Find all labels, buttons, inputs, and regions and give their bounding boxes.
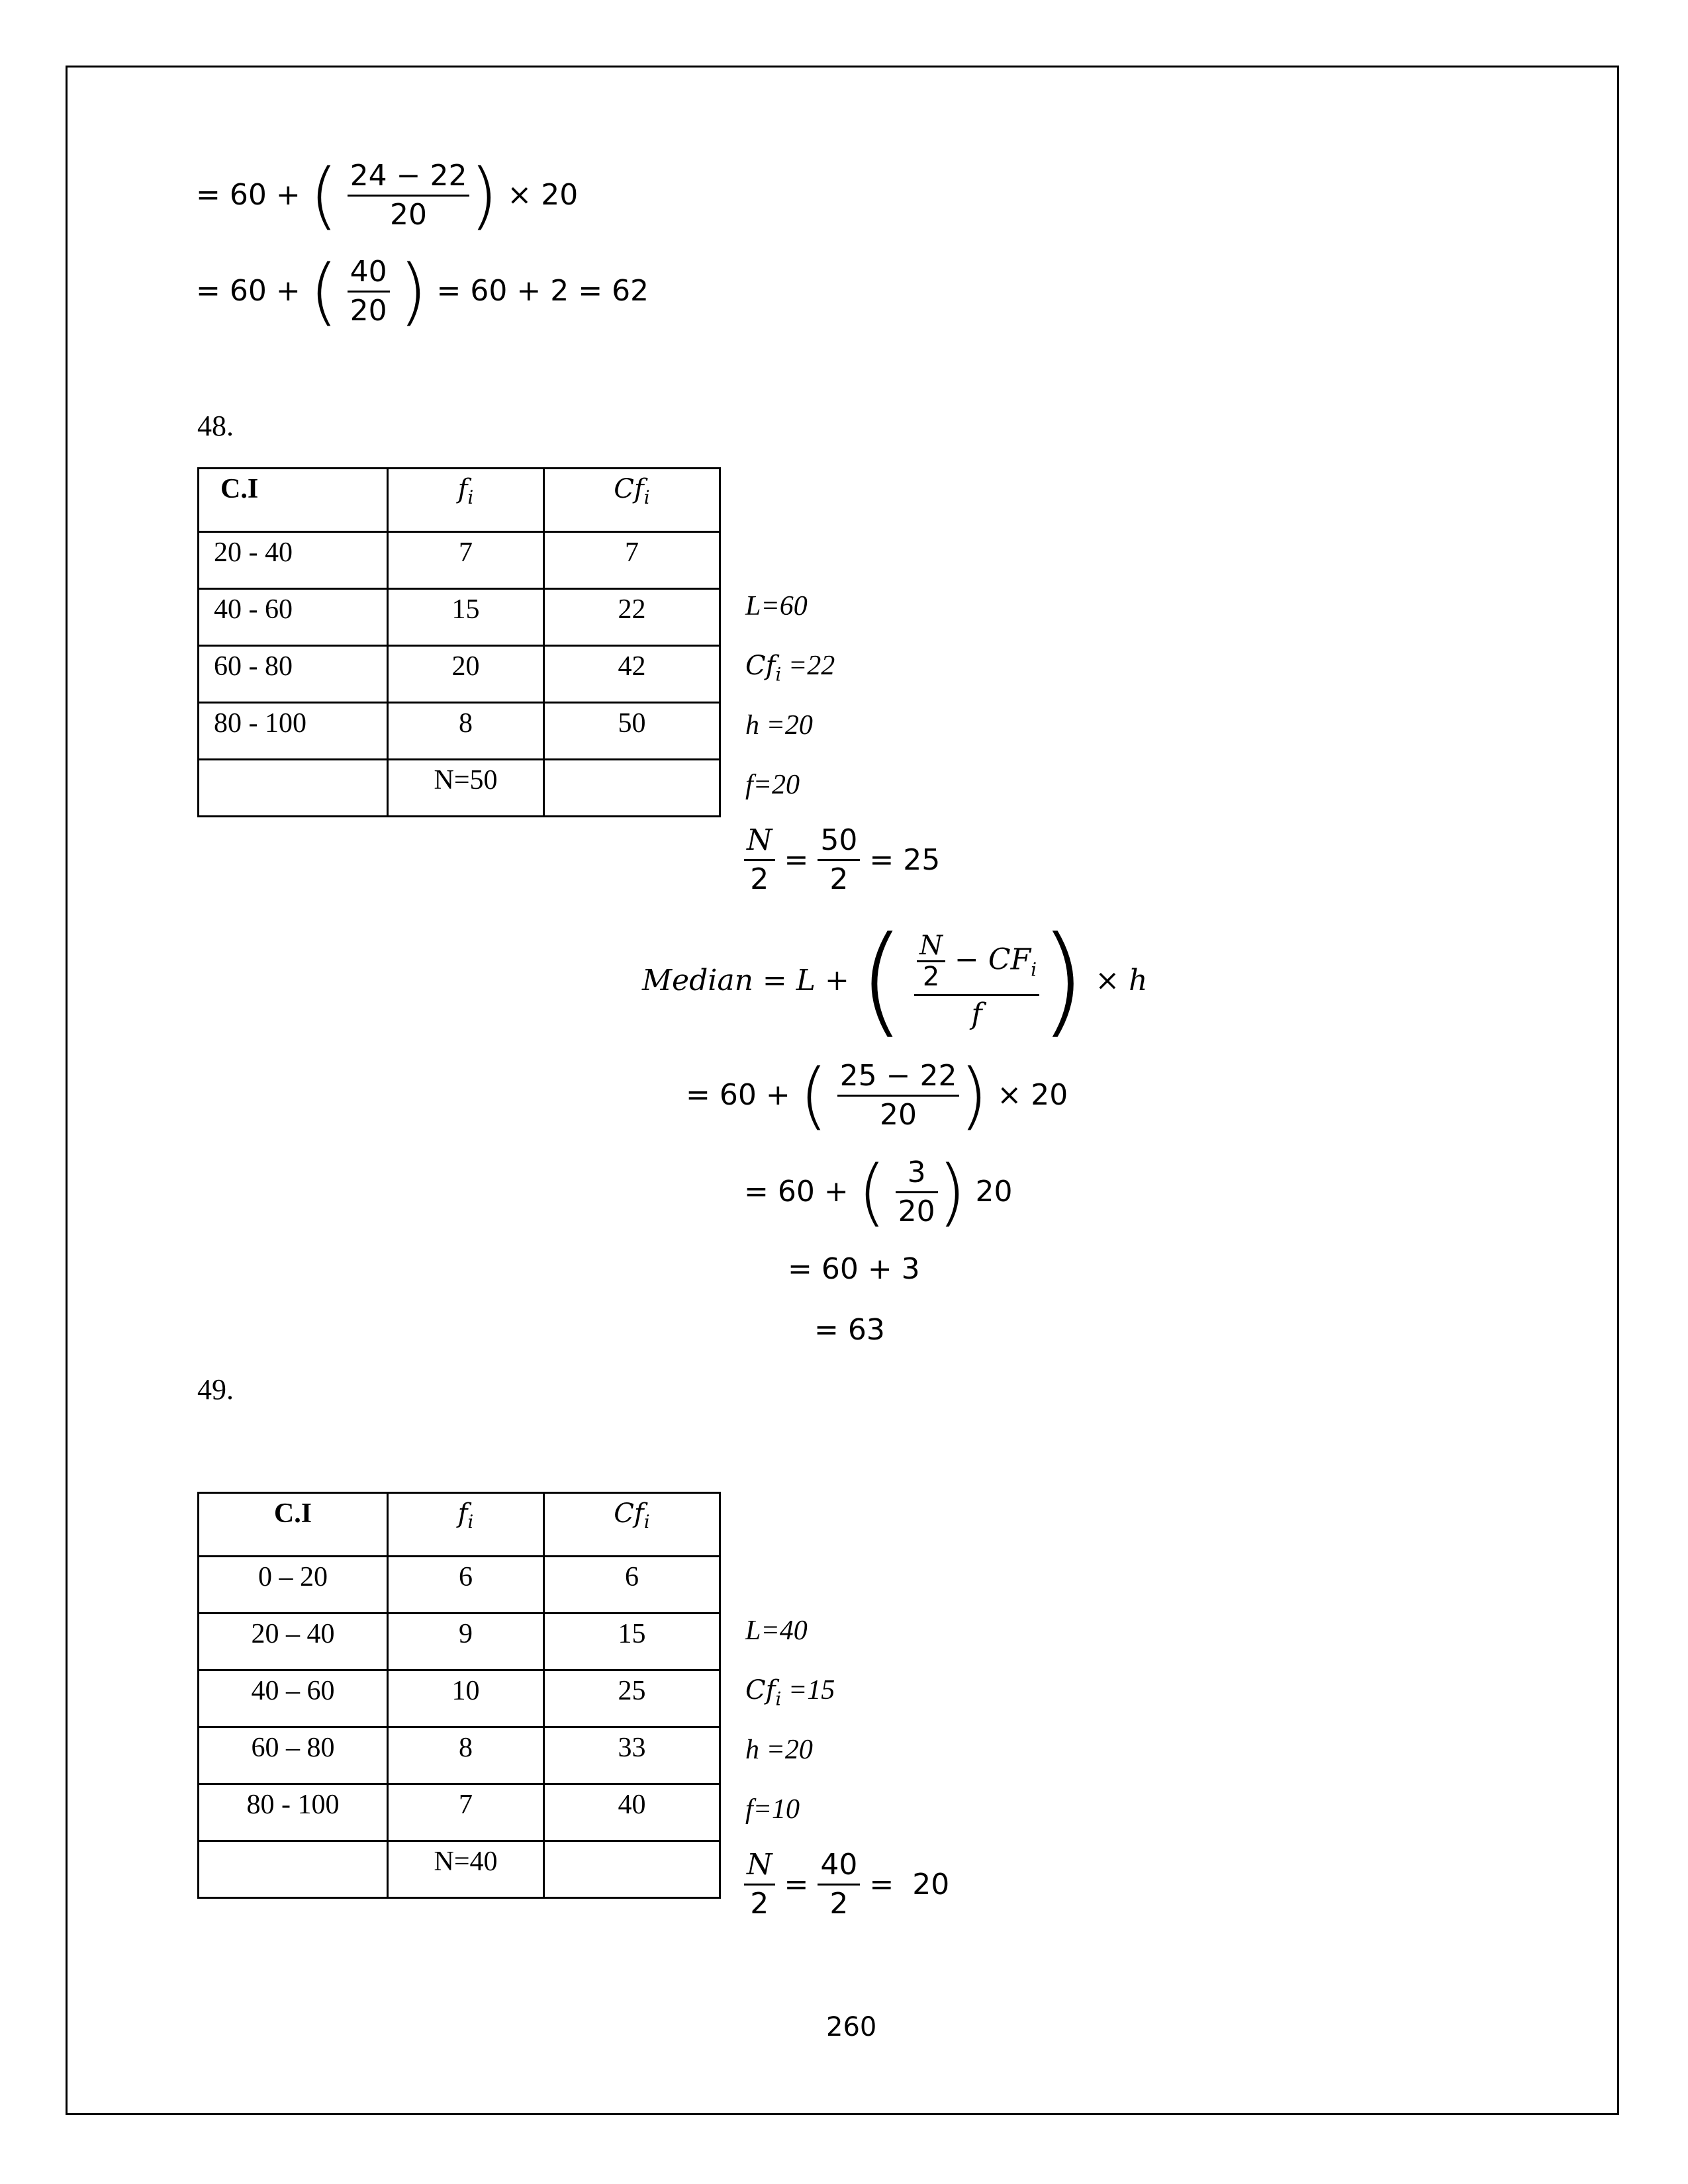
fraction: $\frac{3}{20}$ <box>896 1158 938 1226</box>
formula-fraction: $\frac{N}{2}$ − $CF_i$ f <box>914 933 1039 1029</box>
cell-cf: 25 <box>544 1670 720 1727</box>
cell-total-n: N=50 <box>388 760 544 817</box>
var-cfi: $Cf_i =22$ <box>745 651 835 686</box>
header-ci: C.I <box>199 469 388 532</box>
table-row-total <box>199 760 720 817</box>
table-row <box>199 703 720 760</box>
table-row-total <box>199 1841 720 1898</box>
cell-cf: 15 <box>544 1614 720 1670</box>
q48-half-n: $\frac{N}{2}$ = $\frac{50}{2}$ = 25 <box>744 826 949 894</box>
top-line-2 <box>196 249 658 334</box>
cell-ci <box>199 1841 388 1898</box>
table-header-row <box>199 469 720 532</box>
fraction-denominator: 20 <box>350 293 387 328</box>
expr-tail: × 20 <box>507 178 579 212</box>
table-header-row <box>199 1493 720 1557</box>
median-step-3: = 60 + 3 <box>788 1252 920 1286</box>
fraction <box>348 254 390 328</box>
median-step-1: = 60 + ( $\frac{25 - 22}{20}$ ) × 20 <box>686 1053 1068 1138</box>
cell-f: 7 <box>388 1784 544 1841</box>
var-L: L=60 <box>745 591 808 621</box>
var-f: f=10 <box>745 1794 800 1825</box>
cell-ci: 60 – 80 <box>199 1727 388 1784</box>
right-paren: ) <box>1039 911 1086 1050</box>
cell-total-n: N=40 <box>388 1841 544 1898</box>
fraction <box>348 158 470 232</box>
cell-cf: 22 <box>544 589 720 646</box>
q49-table <box>197 1492 721 1899</box>
table-row <box>199 1557 720 1614</box>
cell-ci: 60 - 80 <box>199 646 388 703</box>
q49-half-n: $\frac{N}{2}$ = $\frac{40}{2}$ = 20 <box>744 1850 959 1919</box>
right-paren: ) <box>959 1053 988 1138</box>
formula-label: Median = L + <box>642 964 849 997</box>
question-48-number: 48. <box>197 410 234 442</box>
cell-f: 9 <box>388 1614 544 1670</box>
fraction-n-over-2: $\frac{N}{2}$ <box>744 1850 775 1919</box>
median-step-2: = 60 + ( $\frac{3}{20}$ ) 20 <box>744 1150 1013 1234</box>
header-ci: C.I <box>199 1493 388 1557</box>
header-fi: $f_i$ <box>388 1493 544 1557</box>
cell-f: 6 <box>388 1557 544 1614</box>
var-h: h =20 <box>745 710 813 741</box>
cell-ci: 40 – 60 <box>199 1670 388 1727</box>
cell-cf <box>544 1841 720 1898</box>
top-line-1 <box>196 153 587 238</box>
cell-f: 7 <box>388 532 544 589</box>
header-cfi: $Cf_i$ <box>544 1493 720 1557</box>
cell-f: 20 <box>388 646 544 703</box>
cell-cf: 40 <box>544 1784 720 1841</box>
cell-ci: 0 – 20 <box>199 1557 388 1614</box>
left-paren: ( <box>309 153 338 238</box>
var-f: f=20 <box>745 770 800 800</box>
equals-sign: = <box>196 178 220 212</box>
cell-cf: 7 <box>544 532 720 589</box>
cell-ci: 20 – 40 <box>199 1614 388 1670</box>
cell-cf: 42 <box>544 646 720 703</box>
fraction-value: $\frac{40}{2}$ <box>818 1850 860 1919</box>
cell-ci: 80 - 100 <box>199 703 388 760</box>
cell-cf: 33 <box>544 1727 720 1784</box>
header-fi: $f_i$ <box>388 469 544 532</box>
fraction-numerator: 40 <box>348 257 390 293</box>
fraction-value: $\frac{50}{2}$ <box>818 826 860 894</box>
expr-tail: = 60 + 2 = 62 <box>436 274 649 308</box>
fraction-n-over-2: $\frac{N}{2}$ <box>744 826 775 894</box>
fraction-numerator: 24 − 22 <box>348 161 470 197</box>
header-cfi: $Cf_i$ <box>544 469 720 532</box>
table-row <box>199 1727 720 1784</box>
cell-ci: 80 - 100 <box>199 1784 388 1841</box>
right-paren: ) <box>399 249 428 334</box>
cell-ci: 20 - 40 <box>199 532 388 589</box>
median-formula <box>642 911 1157 1050</box>
table-row <box>199 1784 720 1841</box>
var-L: L=40 <box>745 1615 808 1646</box>
left-paren: ( <box>857 1150 886 1234</box>
left-paren: ( <box>309 249 338 334</box>
table-row <box>199 589 720 646</box>
table-row <box>199 1614 720 1670</box>
cell-f: 15 <box>388 589 544 646</box>
cell-cf <box>544 760 720 817</box>
question-49-number: 49. <box>197 1373 234 1406</box>
median-result: = 63 <box>814 1313 885 1347</box>
cell-f: 8 <box>388 1727 544 1784</box>
q48-table <box>197 467 721 817</box>
left-paren: ( <box>799 1053 828 1138</box>
inner-fraction: $\frac{N}{2}$ <box>917 933 945 990</box>
cell-f: 10 <box>388 1670 544 1727</box>
right-paren: ) <box>469 153 498 238</box>
left-paren: ( <box>858 911 906 1050</box>
var-h: h =20 <box>745 1735 813 1765</box>
table-row <box>199 1670 720 1727</box>
table-row <box>199 646 720 703</box>
cell-ci: 40 - 60 <box>199 589 388 646</box>
formula-tail: × h <box>1095 964 1148 997</box>
cell-ci <box>199 760 388 817</box>
fraction-denominator: 20 <box>390 197 428 232</box>
cell-cf: 6 <box>544 1557 720 1614</box>
right-paren: ) <box>937 1150 966 1234</box>
cell-cf: 50 <box>544 703 720 760</box>
expr-base: 60 + <box>229 178 301 212</box>
fraction: $\frac{25 - 22}{20}$ <box>837 1062 960 1130</box>
cell-f: 8 <box>388 703 544 760</box>
var-cfi: $Cf_i =15$ <box>745 1675 835 1710</box>
expr-base: = 60 + <box>196 274 301 308</box>
page-number: 260 <box>826 2012 877 2042</box>
table-row <box>199 532 720 589</box>
